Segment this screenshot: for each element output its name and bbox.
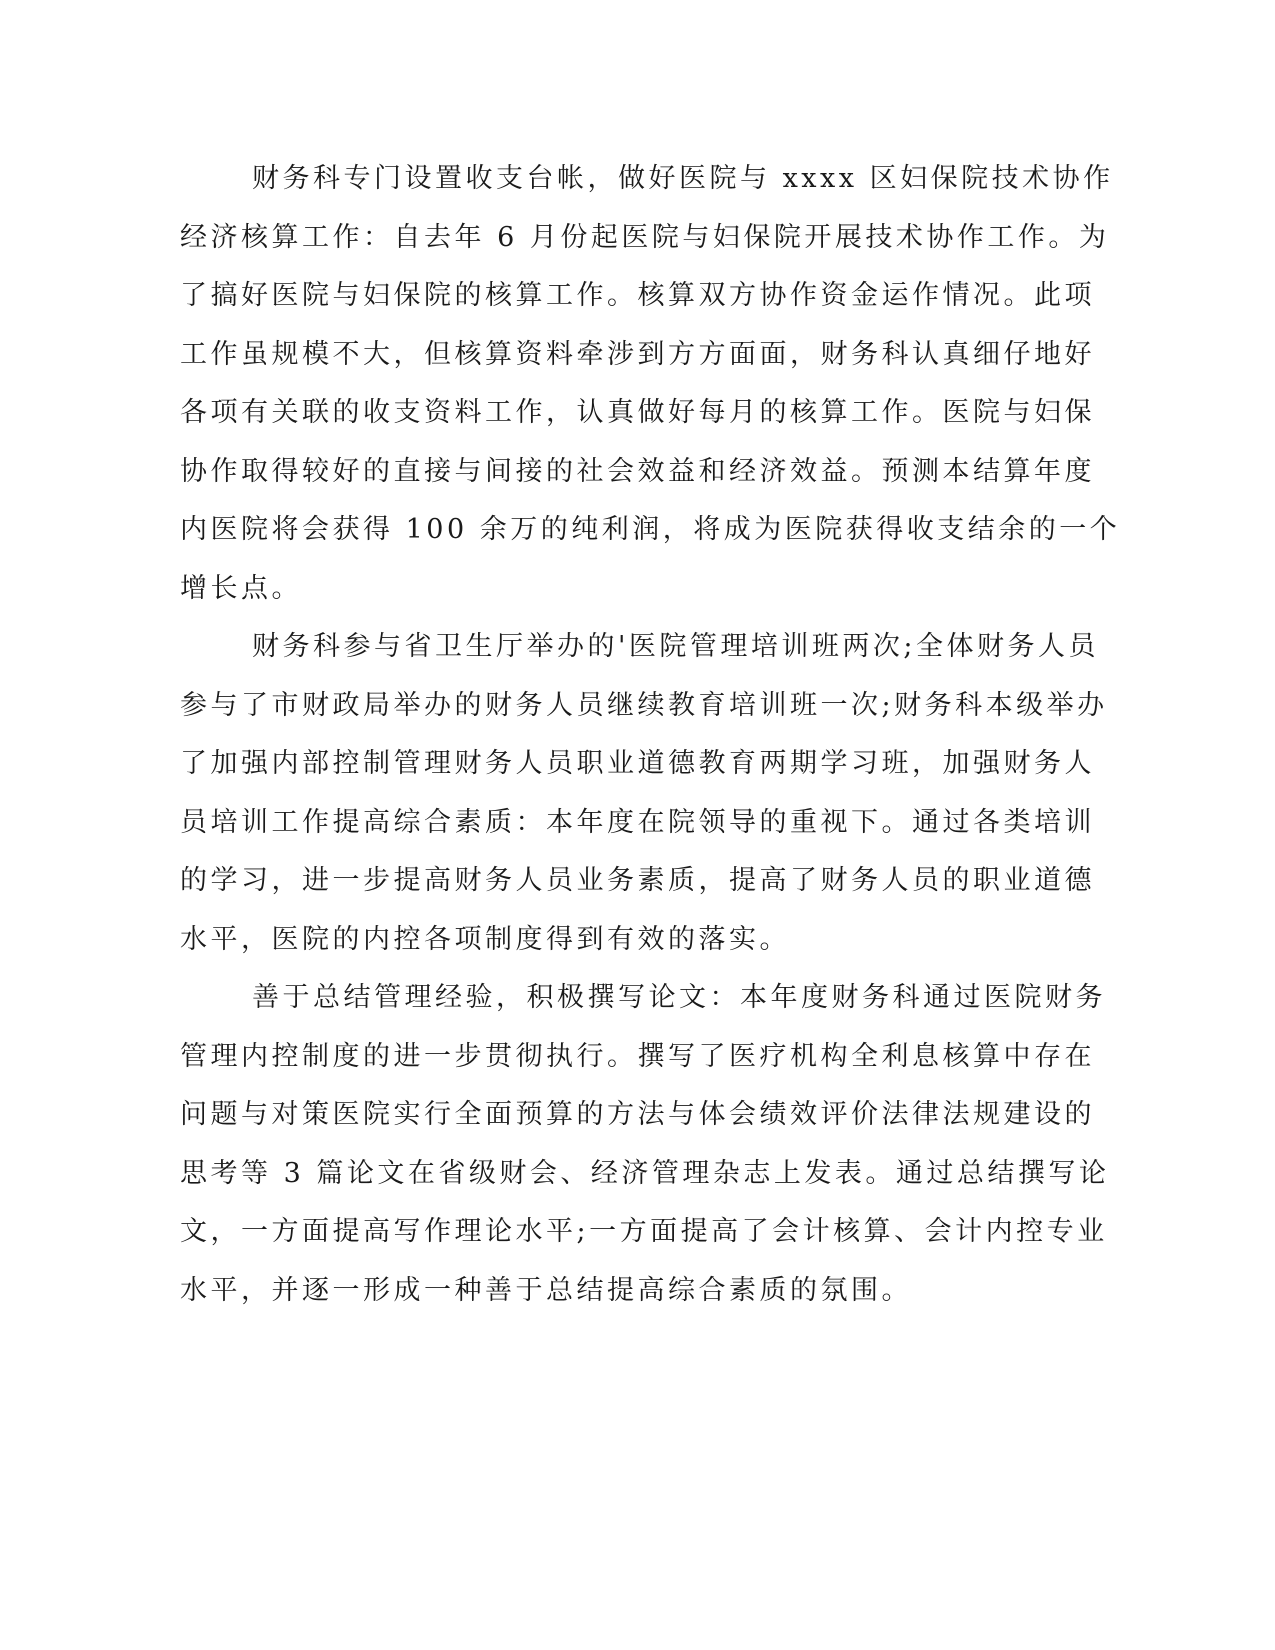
text-line: 问题与对策医院实行全面预算的方法与体会绩效评价法律法规建设的 xyxy=(180,1099,1095,1130)
text-line: 管理内控制度的进一步贯彻执行。撰写了医疗机构全利息核算中存在 xyxy=(180,1040,1095,1072)
text-line: 经济核算工作：自去年 6 月份起医院与妇保院开展技术协作工作。为 xyxy=(180,221,1110,253)
text-line: 员培训工作提高综合素质：本年度在院领导的重视下。通过各类培训 xyxy=(180,806,1095,838)
text-line: 善于总结管理经验，积极撰写论文：本年度财务科通过医院财务 xyxy=(252,982,1106,1013)
paragraph-3 xyxy=(180,969,1110,1320)
text-line: 了加强内部控制管理财务人员职业道德教育两期学习班，加强财务人 xyxy=(180,748,1095,779)
paragraph-1 xyxy=(180,150,1121,618)
text-line: 文，一方面提高写作理论水平;一方面提高了会计核算、会计内控专业 xyxy=(180,1216,1108,1247)
text-line: 内医院将会获得 100 余万的纯利润，将成为医院获得收支结余的一个 xyxy=(180,514,1121,545)
text-line: 财务科参与省卫生厅举办的'医院管理培训班两次;全体财务人员 xyxy=(252,631,1100,662)
paragraph-2 xyxy=(180,618,1108,969)
text-line: 财务科专门设置收支台帐，做好医院与 xxxx 区妇保院技术协作 xyxy=(252,163,1114,194)
text-line: 了搞好医院与妇保院的核算工作。核算双方协作资金运作情况。此项 xyxy=(180,280,1095,311)
text-line: 各项有关联的收支资料工作，认真做好每月的核算工作。医院与妇保 xyxy=(180,397,1095,428)
text-line: 工作虽规模不大，但核算资料牵涉到方方面面，财务科认真细仔地好 xyxy=(180,338,1095,370)
text-line: 的学习，进一步提高财务人员业务素质，提高了财务人员的职业道德 xyxy=(180,865,1095,896)
text-line: 水平，并逐一形成一种善于总结提高综合素质的氛围。 xyxy=(180,1274,912,1306)
text-line: 参与了市财政局举办的财务人员继续教育培训班一次;财务科本级举办 xyxy=(180,689,1108,721)
document-body xyxy=(180,150,1121,1320)
text-line: 思考等 3 篇论文在省级财会、经济管理杂志上发表。通过总结撰写论 xyxy=(180,1157,1110,1189)
text-line: 增长点。 xyxy=(180,572,302,604)
text-line: 水平，医院的内控各项制度得到有效的落实。 xyxy=(180,923,790,955)
text-line: 协作取得较好的直接与间接的社会效益和经济效益。预测本结算年度 xyxy=(180,455,1095,487)
